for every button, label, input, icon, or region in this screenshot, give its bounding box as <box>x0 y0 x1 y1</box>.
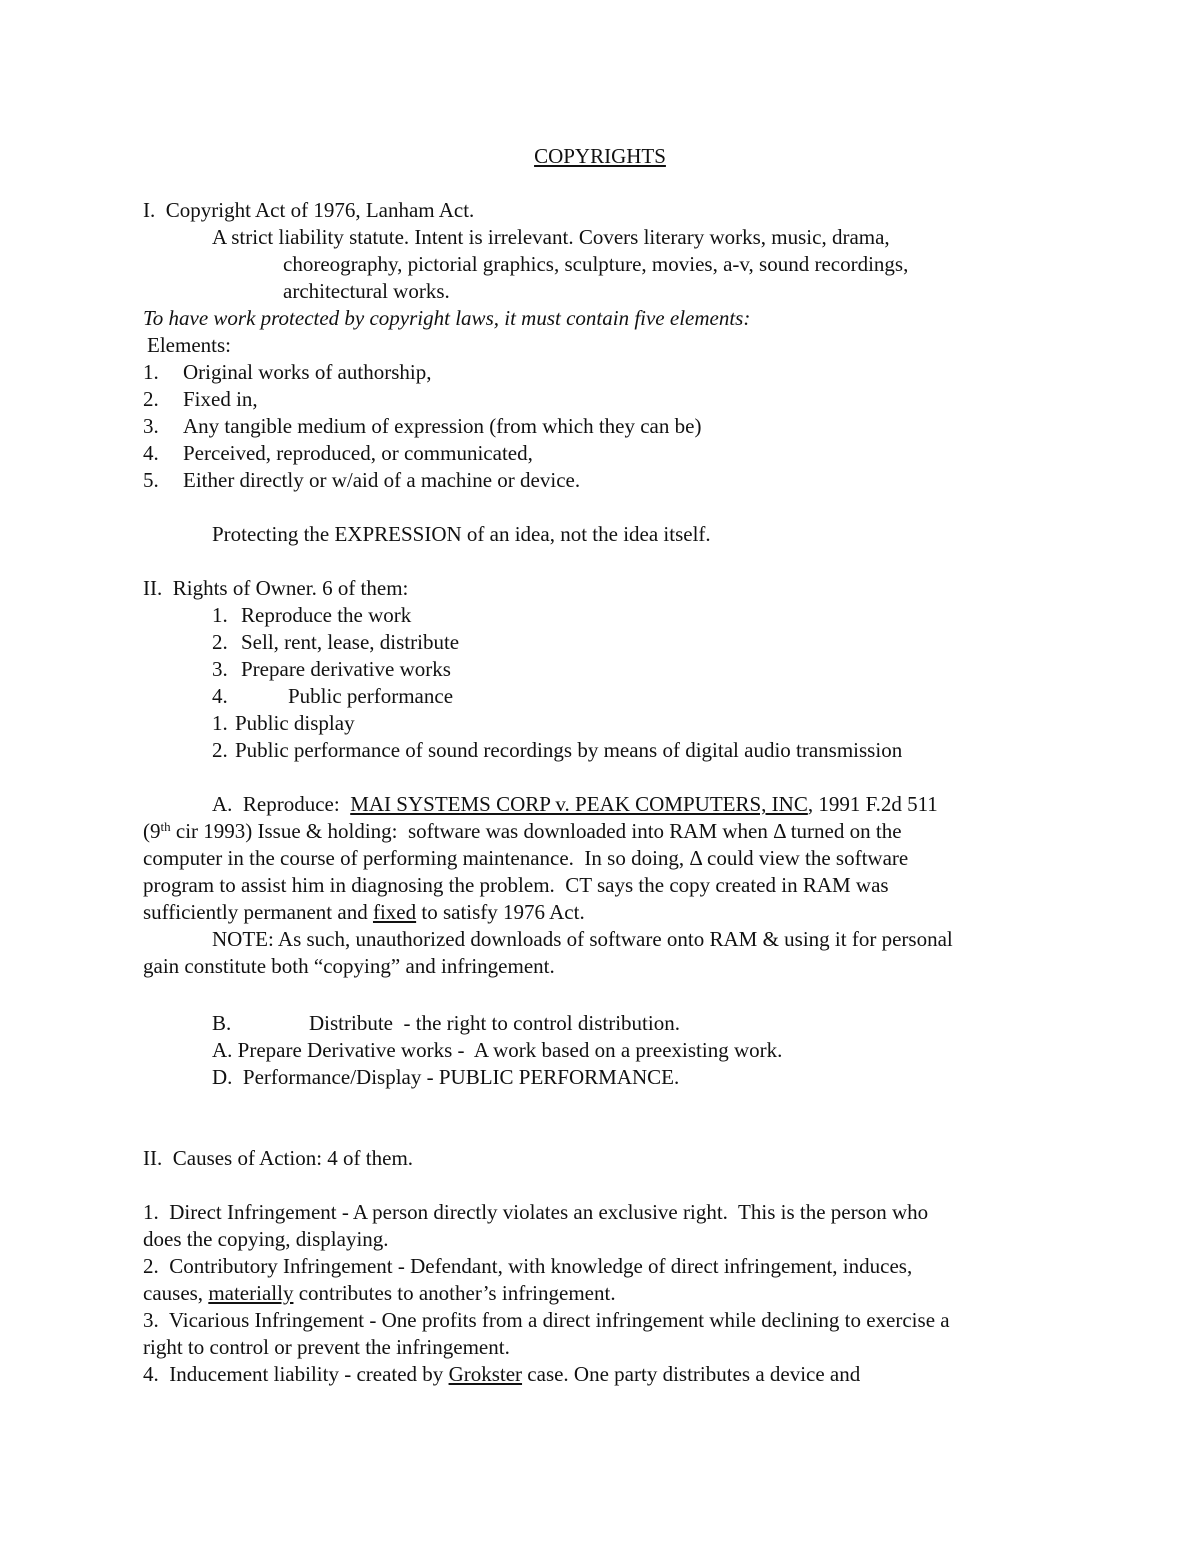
right-item: 2. Sell, rent, lease, distribute <box>212 630 460 654</box>
cause-line: right to control or prevent the infringement. <box>143 1335 510 1359</box>
section-1-desc-line-2: choreography, pictorial graphics, sculpture, movies, a-v, sound recordings, <box>283 252 909 276</box>
right-item: 1. Public display <box>212 711 355 735</box>
section-1-desc-line-3: architectural works. <box>283 279 450 303</box>
element-item: 4. Perceived, reproduced, or communicated, <box>143 441 533 465</box>
cause-line: does the copying, displaying. <box>143 1227 389 1251</box>
cause-line: 4. Inducement liability - created by Grokster case. One party distributes a device and <box>143 1362 861 1386</box>
cause-line: 3. Vicarious Infringement - One profits from a direct infringement while declining to exercise a <box>143 1308 950 1332</box>
page-title: COPYRIGHTS <box>534 144 666 168</box>
cause-line: 1. Direct Infringement - A person directly violates an exclusive right. This is the person who <box>143 1200 929 1224</box>
expression-note: Protecting the EXPRESSION of an idea, not the idea itself. <box>212 522 711 546</box>
reproduce-holding-line: sufficiently permanent and fixed to satisfy 1976 Act. <box>143 900 585 924</box>
right-item: 1. Reproduce the work <box>212 603 412 627</box>
right-item: 3. Prepare derivative works <box>212 657 451 681</box>
reproduce-note-line: gain constitute both “copying” and infringement. <box>143 954 555 978</box>
reproduce-holding-line: program to assist him in diagnosing the problem. CT says the copy created in RAM was <box>143 873 889 897</box>
section-3-heading: II. Causes of Action: 4 of them. <box>143 1146 414 1170</box>
element-item: 5. Either directly or w/aid of a machine or device. <box>143 468 581 492</box>
reproduce-holding-line: computer in the course of performing maintenance. In so doing, Δ could view the software <box>143 846 909 870</box>
cause-line: causes, materially contributes to another’s infringement. <box>143 1281 616 1305</box>
right-item: 2. Public performance of sound recordings by means of digital audio transmission <box>212 738 903 762</box>
derivative-line: A. Prepare Derivative works - A work based on a preexisting work. <box>212 1038 783 1062</box>
case-name: MAI SYSTEMS CORP v. PEAK COMPUTERS, INC <box>350 792 808 816</box>
section-1-heading: I. Copyright Act of 1976, Lanham Act. <box>143 198 475 222</box>
reproduce-holding-line: (9th cir 1993) Issue & holding: software was downloaded into RAM when Δ turned on the <box>143 819 902 843</box>
element-item: 1. Original works of authorship, <box>143 360 432 384</box>
cause-line: 2. Contributory Infringement - Defendant, with knowledge of direct infringement, induces, <box>143 1254 913 1278</box>
elements-intro-note: To have work protected by copyright laws, it must contain five elements: <box>143 306 751 330</box>
reproduce-note-line: NOTE: As such, unauthorized downloads of software onto RAM & using it for personal <box>212 927 953 951</box>
elements-label: Elements: <box>147 333 231 357</box>
element-item: 3. Any tangible medium of expression (from which they can be) <box>143 414 702 438</box>
right-item: 4. Public performance <box>212 684 454 708</box>
reproduce-case-line: A. Reproduce: MAI SYSTEMS CORP v. PEAK COMPUTERS, INC, 1991 F.2d 511 <box>212 792 938 816</box>
performance-line: D. Performance/Display - PUBLIC PERFORMANCE. <box>212 1065 680 1089</box>
section-1-desc-line-1: A strict liability statute. Intent is irrelevant. Covers literary works, music, drama, <box>212 225 890 249</box>
section-2-heading: II. Rights of Owner. 6 of them: <box>143 576 409 600</box>
element-item: 2. Fixed in, <box>143 387 258 411</box>
distribute-line: B. Distribute - the right to control distribution. <box>212 1011 680 1035</box>
